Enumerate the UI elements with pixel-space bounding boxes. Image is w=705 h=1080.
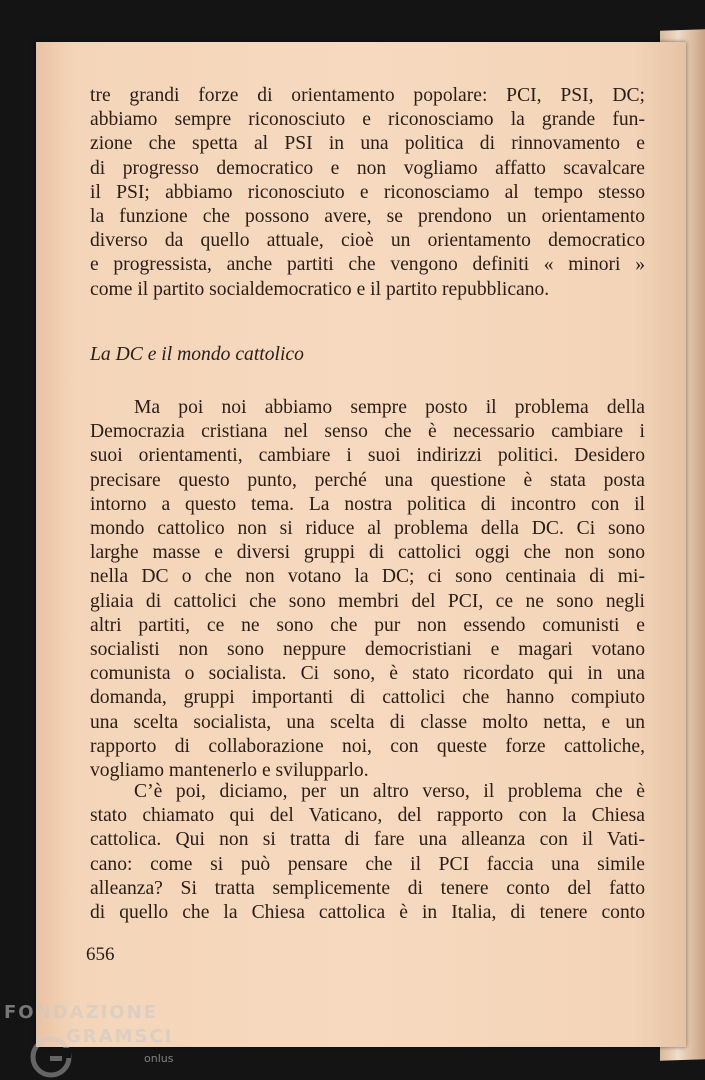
text-line: zione che spetta al PSI in una politica di rinnovamento e <box>90 133 645 155</box>
watermark-line-2: GRAMSCI <box>66 1026 174 1047</box>
text-line: Democrazia cristiana nel senso che è necessario cambiare i <box>90 421 645 443</box>
text-line: di quello che la Chiesa cattolica è in Italia, di tenere conto <box>90 902 645 924</box>
text-line: vogliamo mantenerlo e svilupparlo. <box>90 760 369 782</box>
section-heading: La DC e il mondo cattolico <box>90 344 304 365</box>
paragraph-2 <box>90 396 645 783</box>
text-line: precisare questo punto, perché una questione è stata posta <box>90 469 645 491</box>
text-line: alleanza? Si tratta semplicemente di tenere conto del fatto <box>90 877 645 899</box>
text-line: domanda, gruppi importanti di cattolici che hanno compiuto <box>90 687 645 709</box>
text-line: intorno a questo tema. La nostra politica di incontro con il <box>90 493 645 515</box>
text-line: mondo cattolico non si riduce al problema della DC. Ci sono <box>90 518 645 540</box>
text-line: altri partiti, ce ne sono che pur non essendo comunisti e <box>90 614 645 636</box>
fondazione-gramsci-watermark <box>4 1002 204 1080</box>
text-line: rapporto di collaborazione noi, con queste forze cattoliche, <box>90 735 645 757</box>
text-line: suoi orientamenti, cambiare i suoi indirizzi politici. Desidero <box>90 445 645 467</box>
text-line: diverso da quello attuale, cioè un orientamento democratico <box>90 230 645 252</box>
text-line: di progresso democratico e non vogliamo affatto scavalcare <box>90 157 645 179</box>
text-line: larghe masse e diversi gruppi di cattolici oggi che non sono <box>90 542 645 564</box>
text-line: e progressista, anche partiti che vengono definiti « minori » <box>90 254 645 276</box>
text-line: cano: come si può pensare che il PCI faccia una simile <box>90 853 645 875</box>
text-line: stato chiamato qui del Vaticano, del rapporto con la Chiesa <box>90 805 645 827</box>
text-line: cattolica. Qui non si tratta di fare una alleanza con il Vati- <box>90 829 645 851</box>
text-line: una scelta socialista, una scelta di classe molto netta, e un <box>90 711 645 733</box>
watermark-line-1: FONDAZIONE <box>4 1002 158 1023</box>
text-line: C’è poi, diciamo, per un altro verso, il problema che è <box>134 781 645 802</box>
page-number: 656 <box>86 944 115 965</box>
text-line: socialisti non sono neppure democristiani e magari votano <box>90 639 645 661</box>
text-line: tre grandi forze di orientamento popolare: PCI, PSI, DC; <box>90 85 645 106</box>
text-line: comunista o socialista. Ci sono, è stato ricordato qui in una <box>90 663 645 685</box>
text-line: la funzione che possono avere, se prendono un orientamento <box>90 206 645 228</box>
paragraph-1 <box>90 84 645 302</box>
watermark-onlus: onlus <box>144 1052 174 1065</box>
text-line: gliaia di cattolici che sono membri del PCI, ce ne sono negli <box>90 590 645 612</box>
paragraph-3 <box>90 780 645 925</box>
text-line: come il partito socialdemocratico e il partito repubblicano. <box>90 278 550 300</box>
text-line: Ma poi noi abbiamo sempre posto il problema della <box>134 397 645 418</box>
text-line: il PSI; abbiamo riconosciuto e riconosciamo al tempo stesso <box>90 181 645 203</box>
text-line: abbiamo sempre riconosciuto e riconosciamo la grande fun- <box>90 109 645 131</box>
text-line: nella DC o che non votano la DC; ci sono centinaia di mi- <box>90 566 645 588</box>
